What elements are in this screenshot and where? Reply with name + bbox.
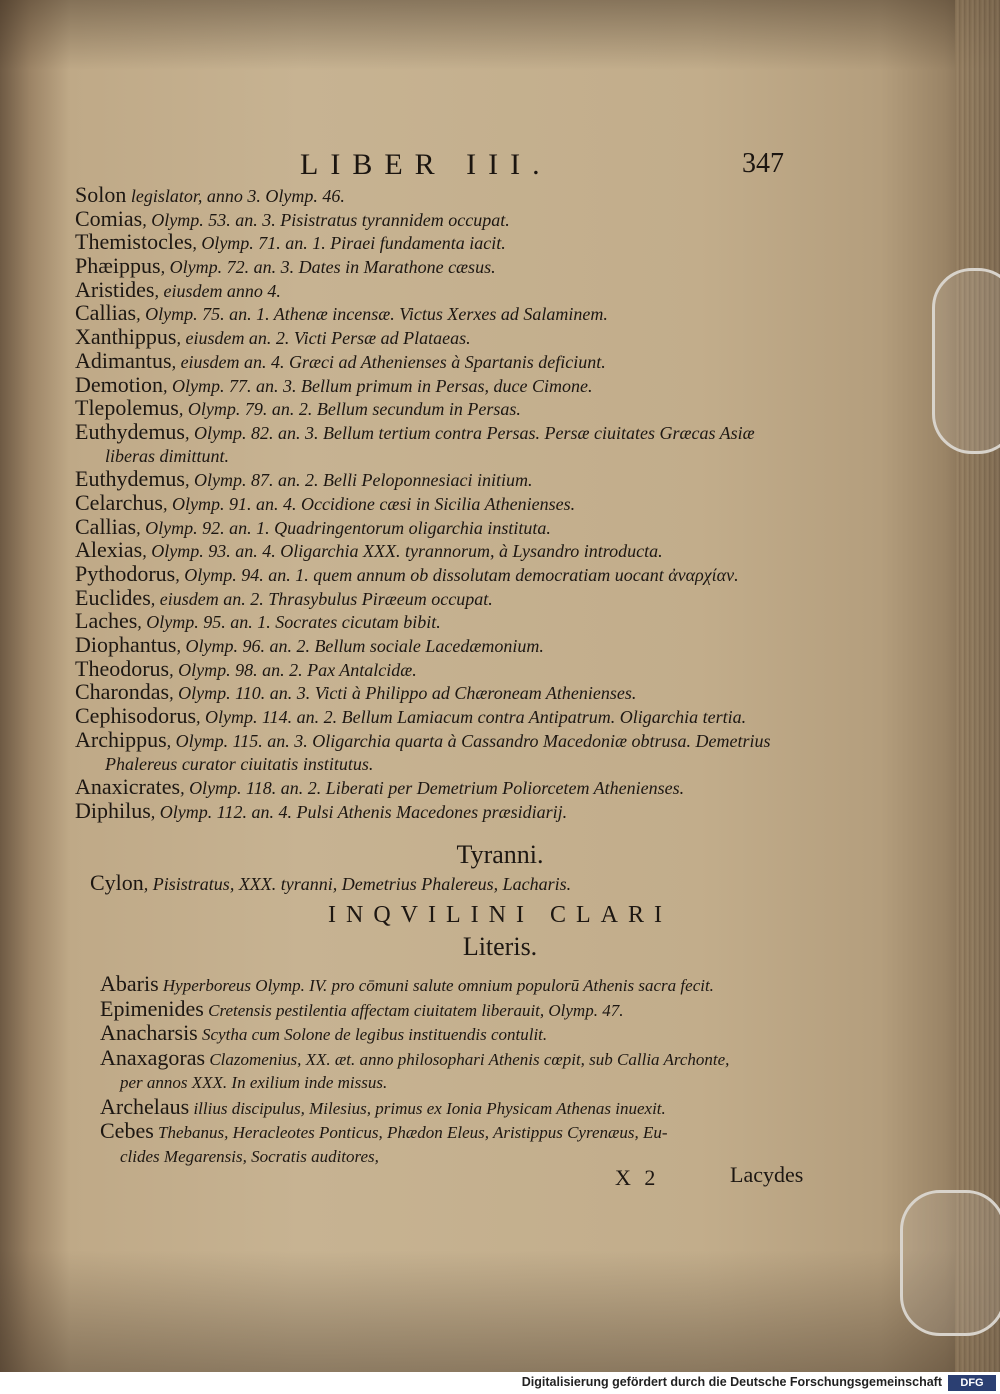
page-shadow — [0, 1250, 1000, 1372]
entry-text: Phalereus curator ciuitatis institutus. — [105, 753, 374, 774]
running-title: LIBER III. — [300, 148, 552, 181]
entry-name: Diphilus — [75, 797, 151, 823]
entry-text: , Olymp. 110. an. 3. Victi à Philippo ad Chæroneam Athenienses. — [169, 683, 637, 704]
entry-name: Tlepolemus — [75, 395, 179, 421]
entry-name: Theodorus — [75, 655, 170, 681]
entry-text: , eiusdem anno 4. — [154, 280, 281, 301]
entry-name: Cylon — [90, 870, 144, 895]
entry-text: , Olymp. 95. an. 1. Socrates cicutam bibit. — [137, 612, 441, 633]
entry-name: Archelaus — [100, 1093, 190, 1119]
archon-entry — [75, 799, 835, 823]
entry-text: , Olymp. 93. an. 4. Oligarchia XXX. tyrannorum, à Lysandro introducta. — [142, 541, 663, 562]
entry-name: Abaris — [100, 971, 159, 996]
archon-entry — [75, 325, 835, 349]
archon-entry — [75, 278, 835, 302]
entry-name: Archippus — [75, 726, 167, 752]
archon-entry — [75, 657, 835, 681]
entry-text: Thebanus, Heracleotes Ponticus, Phædon Eleus, Aristippus Cyrenæus, Eu- — [153, 1123, 668, 1142]
entry-name: Cebes — [100, 1118, 154, 1143]
archon-entry-continuation — [75, 444, 835, 468]
scholar-entry-continuation — [100, 1070, 830, 1095]
entry-text: liberas dimittunt. — [105, 445, 230, 466]
entry-name: Adimantus — [75, 347, 172, 373]
scholar-entry-continuation — [100, 1144, 830, 1169]
entry-text: , Olymp. 72. an. 3. Dates in Marathone cæsus. — [160, 257, 496, 278]
entry-text: , Olymp. 94. an. 1. quem annum ob dissolutam democratiam uocant ἀναρχίαν. — [175, 565, 739, 585]
entry-name: Pythodorus — [75, 561, 176, 586]
entry-name: Solon — [75, 182, 127, 207]
archon-entry — [75, 704, 835, 728]
archon-entry — [75, 467, 835, 491]
entry-text: , Olymp. 71. an. 1. Piraei fundamenta iacit. — [192, 233, 506, 254]
entry-text: , Olymp. 77. an. 3. Bellum primum in Persas, duce Cimone. — [163, 375, 593, 396]
archon-entry — [75, 301, 835, 325]
scholar-entry — [100, 1021, 830, 1046]
page-clip — [932, 268, 1000, 454]
entry-text: , eiusdem an. 4. Græci ad Athenienses à Spartanis deficiunt. — [171, 351, 606, 372]
page-shadow — [0, 0, 1000, 70]
signature-mark: X 2 — [615, 1165, 660, 1190]
archon-entry — [75, 586, 835, 610]
archon-entry — [75, 396, 835, 420]
entry-name: Alexias — [75, 537, 143, 563]
archon-entry — [75, 254, 835, 278]
archon-entry — [75, 207, 835, 231]
entry-name: Callias — [75, 300, 137, 326]
section-heading-inquilini: INQVILINI CLARI — [328, 902, 672, 928]
entry-name: Euthydemus — [75, 418, 185, 444]
entry-text: , Olymp. 96. an. 2. Bellum sociale Lacedæmonium. — [176, 636, 544, 657]
entry-name: Celarchus — [75, 489, 163, 515]
entry-text: , Olymp. 91. an. 4. Occidione cæsi in Sicilia Athenienses. — [162, 493, 576, 514]
entry-text: illius discipulus, Milesius, primus ex Ionia Physicam Athenas inuexit. — [189, 1098, 666, 1118]
archon-entry — [75, 515, 835, 539]
entry-text: legislator, anno 3. Olymp. 46. — [126, 186, 345, 206]
page-edges — [955, 0, 1000, 1372]
archon-entry — [75, 230, 835, 254]
scholar-entry — [100, 1119, 830, 1144]
entry-text: , eiusdem an. 2. Victi Persæ ad Plataeas. — [176, 328, 471, 349]
entry-name: Euclides — [75, 584, 151, 610]
entry-text: , Olymp. 87. an. 2. Belli Peloponnesiaci initium. — [185, 470, 533, 491]
entry-name: Anacharsis — [100, 1020, 198, 1045]
entry-name: Callias — [75, 513, 137, 539]
entry-name: Euthydemus — [75, 466, 185, 492]
entry-text: , Olymp. 112. an. 4. Pulsi Athenis Macedones præsidiarij. — [150, 801, 568, 822]
catchword: Lacydes — [730, 1162, 804, 1187]
entry-name: Themistocles — [75, 229, 193, 255]
archon-entry — [75, 728, 835, 752]
archon-entry — [75, 538, 835, 562]
entry-text: , Olymp. 75. an. 1. Athenæ incensæ. Victus Xerxes ad Salaminem. — [136, 304, 608, 325]
entry-name: Comias — [75, 205, 143, 231]
entry-text: , Olymp. 82. an. 3. Bellum tertium contra Persas. Persæ ciuitates Græcas Asiæ — [185, 422, 755, 443]
archon-entry — [75, 680, 835, 704]
archon-entry — [75, 775, 835, 799]
entry-text: , Olymp. 92. an. 1. Quadringentorum oligarchia instituta. — [136, 517, 551, 538]
archon-entry — [75, 609, 835, 633]
entry-name: Charondas — [75, 679, 170, 705]
page-number: 347 — [742, 148, 784, 179]
archon-entry-continuation — [75, 752, 835, 776]
scholar-entry — [100, 1046, 830, 1071]
entry-text: clides Megarensis, Socratis auditores, — [120, 1146, 379, 1166]
entry-text: , Olymp. 79. an. 2. Bellum secundum in Persas. — [178, 399, 521, 420]
entry-name: Cephisodorus — [75, 703, 196, 729]
dfg-logo: DFG — [948, 1375, 996, 1391]
section-heading-literis: Literis. — [462, 932, 538, 961]
entry-name: Diophantus — [75, 632, 177, 658]
tyranni-line — [90, 870, 571, 896]
footer-credit: Digitalisierung gefördert durch die Deutsche Forschungsgemeinschaft — [521, 1375, 942, 1389]
page-header — [0, 148, 1000, 188]
entry-name: Laches — [75, 608, 138, 634]
entry-name: Xanthippus — [75, 324, 177, 350]
scholar-entry — [100, 1095, 830, 1120]
entry-text: , Olymp. 114. an. 2. Bellum Lamiacum contra Antipatrum. Oligarchia tertia. — [196, 707, 747, 728]
entry-text: Hyperboreus Olymp. IV. pro cōmuni salute omnium populorū Athenis sacra fecit. — [158, 976, 714, 995]
archon-entry — [75, 183, 835, 207]
entry-name: Phæippus — [75, 253, 161, 279]
footer-bar — [0, 1372, 1000, 1394]
archon-entry — [75, 420, 835, 444]
entry-name: Epimenides — [100, 995, 204, 1021]
entry-name: Anaxagoras — [100, 1044, 206, 1070]
entry-text: , Pisistratus, XXX. tyranni, Demetrius Phalereus, Lacharis. — [143, 874, 572, 894]
entry-text: Scytha cum Solone de legibus instituendis contulit. — [197, 1025, 548, 1044]
scholar-entry — [100, 997, 830, 1022]
entry-text: per annos XXX. In exilium inde missus. — [120, 1073, 388, 1092]
archon-entry — [75, 349, 835, 373]
archon-entry — [75, 491, 835, 515]
literis-list — [100, 972, 830, 1168]
archon-entry — [75, 633, 835, 657]
entry-text: , Olymp. 118. an. 2. Liberati per Demetrium Poliorcetem Athenienses. — [180, 778, 685, 799]
entry-name: Aristides — [75, 276, 155, 302]
entry-text: , eiusdem an. 2. Thrasybulus Piræeum occupat. — [150, 588, 493, 609]
entry-name: Anaxicrates — [75, 774, 181, 800]
entry-text: , Olymp. 98. an. 2. Pax Antalcidæ. — [169, 659, 417, 680]
scholar-entry — [100, 972, 830, 997]
entry-text: Cretensis pestilentia affectam ciuitatem liberauit, Olymp. 47. — [203, 1000, 624, 1020]
archon-entry — [75, 562, 835, 586]
archon-entry — [75, 373, 835, 397]
entry-text: Clazomenius, XX. æt. anno philosophari Athenis cœpit, sub Callia Archonte, — [205, 1049, 730, 1069]
section-heading-tyranni: Tyranni. — [456, 840, 544, 869]
page-clip — [900, 1190, 1000, 1336]
entry-text: , Olymp. 53. an. 3. Pisistratus tyrannidem occupat. — [142, 209, 510, 230]
archon-list — [75, 183, 835, 823]
entry-text: , Olymp. 115. an. 3. Oligarchia quarta à Cassandro Macedoniæ obtrusa. Demetrius — [166, 730, 771, 751]
entry-name: Demotion — [75, 371, 163, 397]
